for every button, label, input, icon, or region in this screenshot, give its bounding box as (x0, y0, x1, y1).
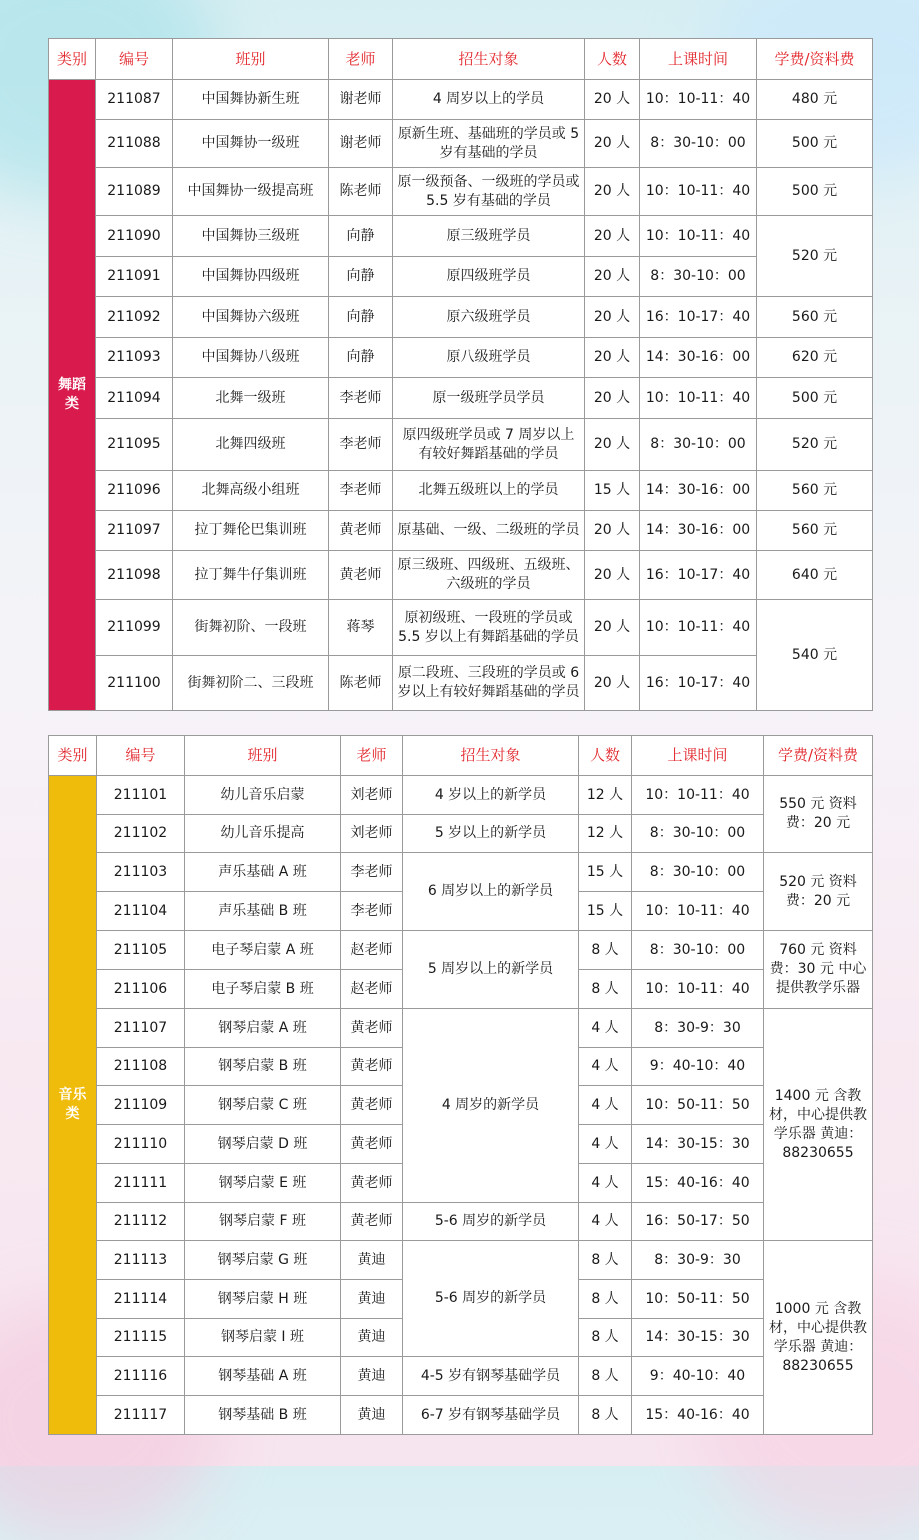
cell-count: 20 人 (585, 216, 640, 257)
cell-teacher: 向静 (329, 257, 393, 297)
cell-fee: 620 元 (757, 338, 873, 378)
cell-target: 5-6 周岁的新学员 (403, 1241, 579, 1357)
cell-id: 211111 (97, 1164, 185, 1203)
category-text: 音乐类 (58, 1087, 87, 1122)
cell-class: 中国舞协一级提高班 (173, 168, 329, 216)
cell-target: 原基础、一级、二级班的学员 (393, 511, 585, 551)
cell-count: 20 人 (585, 80, 640, 120)
cell-id: 211110 (97, 1125, 185, 1164)
table-row (49, 257, 873, 297)
cell-teacher: 向静 (329, 297, 393, 338)
cell-time: 10：10-11：40 (640, 216, 757, 257)
header-teacher: 老师 (329, 39, 393, 80)
cell-count: 4 人 (579, 1048, 632, 1086)
cell-class: 北舞四级班 (173, 419, 329, 471)
cell-teacher: 陈老师 (329, 168, 393, 216)
cell-fee: 500 元 (757, 120, 873, 168)
cell-class: 钢琴基础 B 班 (185, 1396, 341, 1435)
header-count: 人数 (579, 736, 632, 776)
cell-count: 8 人 (579, 1280, 632, 1319)
cell-target: 4 周岁以上的学员 (393, 80, 585, 120)
table-row (49, 378, 873, 419)
cell-teacher: 谢老师 (329, 120, 393, 168)
cell-count: 4 人 (579, 1009, 632, 1048)
cell-count: 4 人 (579, 1164, 632, 1203)
cell-id: 211095 (96, 419, 173, 471)
cell-class: 钢琴启蒙 H 班 (185, 1280, 341, 1319)
cell-fee: 520 元 (757, 419, 873, 471)
cell-id: 211106 (97, 970, 185, 1009)
cell-time: 16：10-17：40 (640, 551, 757, 600)
cell-class: 钢琴启蒙 C 班 (185, 1086, 341, 1125)
cell-target: 4 周岁的新学员 (403, 1009, 579, 1203)
cell-teacher: 李老师 (329, 378, 393, 419)
header-fee: 学费/资料费 (764, 736, 873, 776)
cell-id: 211114 (97, 1280, 185, 1319)
cell-teacher: 谢老师 (329, 80, 393, 120)
cell-time: 15：40-16：40 (632, 1164, 764, 1203)
cell-id: 211109 (97, 1086, 185, 1125)
cell-count: 8 人 (579, 1319, 632, 1357)
cell-class: 钢琴启蒙 D 班 (185, 1125, 341, 1164)
cell-id: 211113 (97, 1241, 185, 1280)
cell-class: 钢琴启蒙 A 班 (185, 1009, 341, 1048)
cell-fee: 500 元 (757, 168, 873, 216)
cell-time: 10：10-11：40 (632, 892, 764, 931)
cell-class: 中国舞协四级班 (173, 257, 329, 297)
cell-class: 钢琴启蒙 I 班 (185, 1319, 341, 1357)
cell-id: 211103 (97, 853, 185, 892)
header-time: 上课时间 (632, 736, 764, 776)
cell-id: 211104 (97, 892, 185, 931)
table-row (49, 551, 873, 600)
table-header-row (49, 736, 873, 776)
cell-teacher: 黄迪 (341, 1357, 403, 1396)
cell-fee: 520 元 (757, 216, 873, 297)
cell-id: 211092 (96, 297, 173, 338)
cell-fee: 560 元 (757, 471, 873, 511)
cell-class: 拉丁舞伦巴集训班 (173, 511, 329, 551)
cell-time: 16：10-17：40 (640, 297, 757, 338)
cell-count: 4 人 (579, 1086, 632, 1125)
cell-target: 原一级班学员学员 (393, 378, 585, 419)
cell-count: 8 人 (579, 1357, 632, 1396)
cell-teacher: 黄老师 (341, 1009, 403, 1048)
cell-teacher: 黄老师 (329, 551, 393, 600)
cell-id: 211097 (96, 511, 173, 551)
cell-time: 8：30-10：00 (640, 257, 757, 297)
cell-count: 15 人 (579, 853, 632, 892)
header-target: 招生对象 (393, 39, 585, 80)
cell-teacher: 赵老师 (341, 931, 403, 970)
cell-target: 原六级班学员 (393, 297, 585, 338)
cell-teacher: 李老师 (329, 419, 393, 471)
cell-time: 10：50-11：50 (632, 1086, 764, 1125)
cell-class: 北舞一级班 (173, 378, 329, 419)
header-time: 上课时间 (640, 39, 757, 80)
table-row (49, 419, 873, 471)
cell-target: 6-7 岁有钢琴基础学员 (403, 1396, 579, 1435)
table-row (49, 931, 873, 970)
table-row (49, 80, 873, 120)
cell-id: 211105 (97, 931, 185, 970)
cell-count: 8 人 (579, 1241, 632, 1280)
cell-id: 211102 (97, 815, 185, 853)
cell-class: 幼儿音乐提高 (185, 815, 341, 853)
cell-target: 原四级班学员或 7 周岁以上有较好舞蹈基础的学员 (393, 419, 585, 471)
category-label (49, 80, 96, 711)
cell-teacher: 李老师 (341, 853, 403, 892)
table-row (49, 600, 873, 656)
cell-count: 4 人 (579, 1125, 632, 1164)
cell-target: 4 岁以上的新学员 (403, 776, 579, 815)
cell-teacher: 陈老师 (329, 656, 393, 711)
cell-teacher: 黄老师 (329, 511, 393, 551)
cell-id: 211099 (96, 600, 173, 656)
cell-count: 8 人 (579, 1396, 632, 1435)
cell-id: 211115 (97, 1319, 185, 1357)
cell-teacher: 刘老师 (341, 815, 403, 853)
cell-fee: 500 元 (757, 378, 873, 419)
cell-target: 原三级班、四级班、五级班、六级班的学员 (393, 551, 585, 600)
cell-teacher: 黄老师 (341, 1086, 403, 1125)
cell-time: 10：50-11：50 (632, 1280, 764, 1319)
cell-target: 5-6 周岁的新学员 (403, 1203, 579, 1241)
cell-class: 电子琴启蒙 B 班 (185, 970, 341, 1009)
cell-fee: 480 元 (757, 80, 873, 120)
cell-count: 12 人 (579, 776, 632, 815)
cell-time: 8：30-9：30 (632, 1009, 764, 1048)
table-header-row (49, 39, 873, 80)
cell-time: 10：10-11：40 (640, 80, 757, 120)
cell-teacher: 黄迪 (341, 1280, 403, 1319)
cell-class: 街舞初阶二、三段班 (173, 656, 329, 711)
header-id: 编号 (97, 736, 185, 776)
cell-class: 中国舞协六级班 (173, 297, 329, 338)
cell-teacher: 黄老师 (341, 1164, 403, 1203)
cell-id: 211100 (96, 656, 173, 711)
header-id: 编号 (96, 39, 173, 80)
table-row (49, 1241, 873, 1280)
cell-id: 211116 (97, 1357, 185, 1396)
cell-class: 中国舞协一级班 (173, 120, 329, 168)
cell-teacher: 赵老师 (341, 970, 403, 1009)
cell-count: 20 人 (585, 600, 640, 656)
cell-time: 8：30-9：30 (632, 1241, 764, 1280)
cell-id: 211112 (97, 1203, 185, 1241)
cell-time: 9：40-10：40 (632, 1048, 764, 1086)
cell-class: 钢琴启蒙 B 班 (185, 1048, 341, 1086)
cell-time: 14：30-16：00 (640, 471, 757, 511)
cell-teacher: 黄迪 (341, 1241, 403, 1280)
cell-id: 211117 (97, 1396, 185, 1435)
header-count: 人数 (585, 39, 640, 80)
category-text: 舞蹈类 (58, 377, 86, 412)
cell-target: 原八级班学员 (393, 338, 585, 378)
music-table (48, 735, 873, 1435)
cell-fee: 560 元 (757, 297, 873, 338)
cell-target: 原三级班学员 (393, 216, 585, 257)
table-row (49, 297, 873, 338)
cell-target: 原四级班学员 (393, 257, 585, 297)
cell-count: 20 人 (585, 297, 640, 338)
cell-teacher: 黄迪 (341, 1319, 403, 1357)
cell-id: 211090 (96, 216, 173, 257)
cell-fee: 640 元 (757, 551, 873, 600)
cell-fee: 520 元 资料费：20 元 (764, 853, 873, 931)
cell-id: 211096 (96, 471, 173, 511)
cell-id: 211093 (96, 338, 173, 378)
cell-time: 8：30-10：00 (632, 815, 764, 853)
cell-teacher: 蒋琴 (329, 600, 393, 656)
cell-time: 9：40-10：40 (632, 1357, 764, 1396)
cell-teacher: 向静 (329, 216, 393, 257)
cell-class: 中国舞协新生班 (173, 80, 329, 120)
cell-class: 街舞初阶、一段班 (173, 600, 329, 656)
table-row (49, 216, 873, 257)
cell-class: 声乐基础 B 班 (185, 892, 341, 931)
cell-fee: 1000 元 含教材，中心提供教学乐器 黄迪：88230655 (764, 1241, 873, 1435)
cell-id: 211091 (96, 257, 173, 297)
cell-teacher: 李老师 (329, 471, 393, 511)
cell-teacher: 黄老师 (341, 1048, 403, 1086)
cell-target: 北舞五级班以上的学员 (393, 471, 585, 511)
cell-count: 15 人 (579, 892, 632, 931)
cell-target: 原二段班、三段班的学员或 6 岁以上有较好舞蹈基础的学员 (393, 656, 585, 711)
cell-target: 原新生班、基础班的学员或 5 岁有基础的学员 (393, 120, 585, 168)
cell-id: 211094 (96, 378, 173, 419)
cell-class: 钢琴启蒙 G 班 (185, 1241, 341, 1280)
cell-count: 20 人 (585, 168, 640, 216)
header-class: 班别 (173, 39, 329, 80)
cell-time: 10：10-11：40 (640, 168, 757, 216)
cell-count: 12 人 (579, 815, 632, 853)
cell-class: 电子琴启蒙 A 班 (185, 931, 341, 970)
cell-count: 20 人 (585, 120, 640, 168)
cell-class: 中国舞协三级班 (173, 216, 329, 257)
table-row (49, 120, 873, 168)
header-category: 类别 (49, 736, 97, 776)
cell-time: 8：30-10：00 (640, 419, 757, 471)
cell-time: 8：30-10：00 (640, 120, 757, 168)
cell-fee: 1400 元 含教材，中心提供教学乐器 黄迪：88230655 (764, 1009, 873, 1241)
cell-count: 8 人 (579, 931, 632, 970)
cell-count: 20 人 (585, 551, 640, 600)
cell-class: 幼儿音乐启蒙 (185, 776, 341, 815)
cell-time: 14：30-16：00 (640, 338, 757, 378)
cell-fee: 540 元 (757, 600, 873, 711)
header-category: 类别 (49, 39, 96, 80)
cell-time: 10：10-11：40 (632, 970, 764, 1009)
cell-teacher: 向静 (329, 338, 393, 378)
cell-class: 北舞高级小组班 (173, 471, 329, 511)
table-row (49, 853, 873, 892)
table-row (49, 1203, 873, 1241)
dance-table (48, 38, 873, 711)
cell-target: 6 周岁以上的新学员 (403, 853, 579, 931)
header-class: 班别 (185, 736, 341, 776)
cell-count: 15 人 (585, 471, 640, 511)
cell-target: 5 岁以上的新学员 (403, 815, 579, 853)
table-row (49, 1357, 873, 1396)
cell-time: 14：30-15：30 (632, 1125, 764, 1164)
cell-count: 20 人 (585, 378, 640, 419)
cell-count: 20 人 (585, 656, 640, 711)
table-row (49, 338, 873, 378)
cell-fee: 550 元 资料费：20 元 (764, 776, 873, 853)
cell-count: 20 人 (585, 419, 640, 471)
table-row (49, 511, 873, 551)
cell-count: 8 人 (579, 970, 632, 1009)
cell-teacher: 刘老师 (341, 776, 403, 815)
table-row (49, 471, 873, 511)
category-label (49, 776, 97, 1435)
header-fee: 学费/资料费 (757, 39, 873, 80)
cell-time: 10：10-11：40 (632, 776, 764, 815)
cell-time: 10：10-11：40 (640, 378, 757, 419)
cell-target: 原初级班、一段班的学员或 5.5 岁以上有舞蹈基础的学员 (393, 600, 585, 656)
cell-teacher: 黄迪 (341, 1396, 403, 1435)
cell-teacher: 黄老师 (341, 1203, 403, 1241)
cell-id: 211098 (96, 551, 173, 600)
cell-class: 拉丁舞牛仔集训班 (173, 551, 329, 600)
cell-time: 14：30-16：00 (640, 511, 757, 551)
cell-time: 16：10-17：40 (640, 656, 757, 711)
table-row (49, 776, 873, 815)
cell-target: 5 周岁以上的新学员 (403, 931, 579, 1009)
table-row (49, 168, 873, 216)
cell-class: 钢琴启蒙 E 班 (185, 1164, 341, 1203)
cell-class: 钢琴基础 A 班 (185, 1357, 341, 1396)
cell-id: 211087 (96, 80, 173, 120)
cell-fee: 560 元 (757, 511, 873, 551)
table-row (49, 1396, 873, 1435)
header-teacher: 老师 (341, 736, 403, 776)
cell-teacher: 李老师 (341, 892, 403, 931)
cell-target: 4-5 岁有钢琴基础学员 (403, 1357, 579, 1396)
cell-id: 211088 (96, 120, 173, 168)
cell-id: 211089 (96, 168, 173, 216)
cell-count: 20 人 (585, 257, 640, 297)
cell-time: 10：10-11：40 (640, 600, 757, 656)
cell-time: 14：30-15：30 (632, 1319, 764, 1357)
cell-count: 4 人 (579, 1203, 632, 1241)
table-row (49, 1009, 873, 1048)
cell-id: 211107 (97, 1009, 185, 1048)
cell-class: 中国舞协八级班 (173, 338, 329, 378)
cell-time: 16：50-17：50 (632, 1203, 764, 1241)
cell-time: 15：40-16：40 (632, 1396, 764, 1435)
cell-time: 8：30-10：00 (632, 931, 764, 970)
cell-teacher: 黄老师 (341, 1125, 403, 1164)
cell-class: 声乐基础 A 班 (185, 853, 341, 892)
table-row (49, 656, 873, 711)
cell-count: 20 人 (585, 511, 640, 551)
cell-count: 20 人 (585, 338, 640, 378)
cell-time: 8：30-10：00 (632, 853, 764, 892)
cell-id: 211108 (97, 1048, 185, 1086)
cell-id: 211101 (97, 776, 185, 815)
table-row (49, 815, 873, 853)
header-target: 招生对象 (403, 736, 579, 776)
cell-target: 原一级预备、一级班的学员或 5.5 岁有基础的学员 (393, 168, 585, 216)
cell-fee: 760 元 资料费：30 元 中心提供教学乐器 (764, 931, 873, 1009)
cell-class: 钢琴启蒙 F 班 (185, 1203, 341, 1241)
